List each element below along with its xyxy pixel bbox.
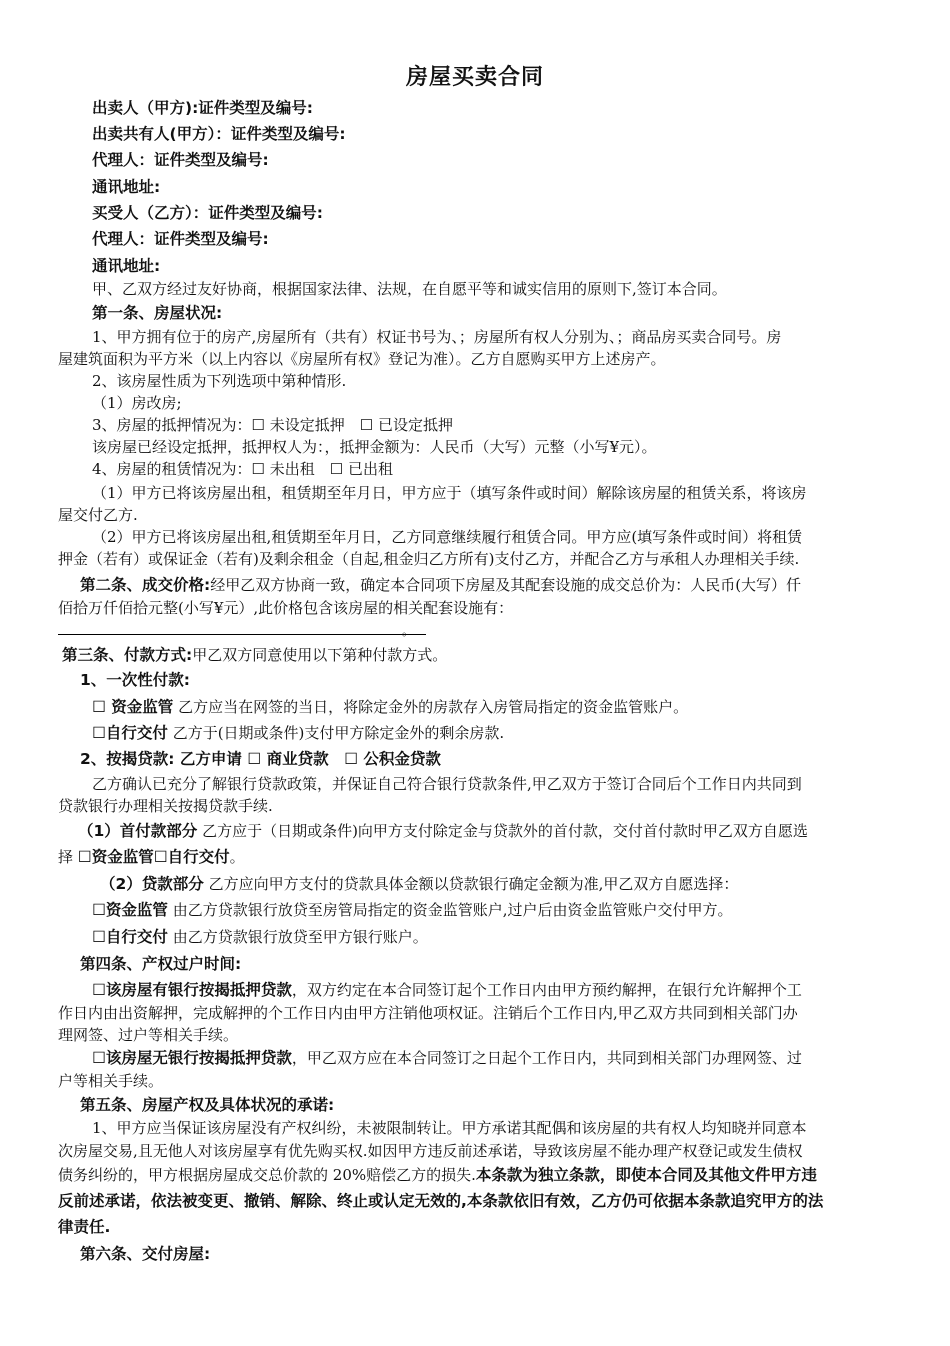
co-owner-line: 出卖共有人(甲方）：证件类型及编号: xyxy=(92,125,346,143)
article-1-p3-detail: 该房屋已经设定抵押，抵押权人为：，抵押金额为：人民币（大写）元整（小写¥元）。 xyxy=(92,438,657,456)
document-title: 房屋买卖合同 xyxy=(405,64,544,90)
seller-address-line: 通讯地址: xyxy=(92,178,161,196)
article-1-p1-line1: 1、甲方拥有位于的房产,房屋所有（共有）权证书号为、；房屋所有权人分别为、；商品房买卖合同号。房 xyxy=(92,328,782,346)
article-1-p4-2-line1: （2）甲方已将该房屋出租,租赁期至年月日，乙方同意继续履行租赁合同。甲方应(填写条件或时间）将租赁 xyxy=(92,528,803,546)
article-2-end-mark: 。 xyxy=(402,624,415,638)
article-3-line xyxy=(62,644,447,666)
buyer-agent-line: 代理人：证件类型及编号: xyxy=(92,230,269,248)
article-5-line4: 反前述承诺，依法被变更、撤销、解除、终止或认定无效的,本条款依旧有效，乙方仍可依据本条款追究甲方的法 xyxy=(58,1192,824,1210)
lump-sum-self-label: ☐自行交付 xyxy=(92,724,168,742)
article-1-p4-1-line1: （1）甲方已将该房屋出租，租赁期至年月日，甲方应于（填写条件或时间）解除该房屋的租赁关系，将该房 xyxy=(92,484,807,502)
down-payment-options: ☐资金监管☐自行交付 xyxy=(77,848,230,866)
loan-part-line xyxy=(100,873,738,895)
article-5-line2: 次房屋交易,且无他人对该房屋享有优先购买权.如因甲方违反前述承诺，导致该房屋不能办理产权登记或发生债权 xyxy=(58,1142,803,1160)
article-1-p1-line2: 屋建筑面积为平方米（以上内容以《房屋所有权》登记为准）。乙方自愿购买甲方上述房产。 xyxy=(58,350,666,368)
article-5-line3 xyxy=(58,1164,817,1186)
lump-sum-escrow-text: 乙方应当在网签的当日，将除定金外的房款存入房管局指定的资金监管账户。 xyxy=(178,698,689,716)
mortgage-line2: 贷款银行办理相关按揭贷款手续. xyxy=(58,797,273,815)
seller-line: 出卖人（甲方):证件类型及编号: xyxy=(92,99,313,117)
down-payment-end: 。 xyxy=(229,848,245,866)
lump-sum-heading: 1、一次性付款: xyxy=(80,671,190,689)
buyer-address-line: 通讯地址: xyxy=(92,257,161,275)
loan-self-label: ☐自行交付 xyxy=(92,928,168,946)
article-4-a-text: ，双方约定在本合同签订起个工作日内由甲方预约解押，在银行允许解押个工 xyxy=(291,981,802,999)
lump-sum-self-text: 乙方于(日期或条件)支付甲方除定金外的剩余房款. xyxy=(172,724,505,742)
article-5-heading: 第五条、房屋产权及具体状况的承诺: xyxy=(80,1096,335,1114)
down-payment-choose: 择 xyxy=(58,848,74,866)
lump-sum-escrow-label: ☐ 资金监管 xyxy=(92,698,174,716)
article-1-p4: 4、房屋的租赁情况为：☐ 未出租 ☐ 已出租 xyxy=(92,460,393,478)
article-4-b-text: ，甲乙双方应在本合同签订之日起个工作日内，共同到相关部门办理网签、过 xyxy=(291,1049,802,1067)
article-1-p4-2-line2: 押金（若有）或保证金（若有)及剩余租金（自起,租金归乙方所有)支付乙方，并配合乙方与承租人办理相关手续. xyxy=(58,550,800,568)
down-payment-label: （1）首付款部分 xyxy=(78,822,198,840)
article-5-line5: 律责任. xyxy=(58,1218,111,1236)
intro-paragraph: 甲、乙双方经过友好协商，根据国家法律、法规，在自愿平等和诚实信用的原则下,签订本合同。 xyxy=(92,280,727,298)
loan-option-self xyxy=(92,926,428,948)
article-2-text: 经甲乙双方协商一致，确定本合同项下房屋及其配套设施的成交总价为：人民币(大写）仟 xyxy=(210,576,802,594)
article-4-b-line1 xyxy=(92,1047,802,1069)
article-3-intro: 甲乙双方同意使用以下第种付款方式。 xyxy=(192,646,448,664)
loan-part-label: （2）贷款部分 xyxy=(100,875,204,893)
mortgage-line1: 乙方确认已充分了解银行贷款政策，并保证自己符合银行贷款条件,甲乙双方于签订合同后个工作日内共同到 xyxy=(92,775,802,793)
article-1-p2: 2、该房屋性质为下列选项中第种情形. xyxy=(92,372,347,390)
article-1-heading: 第一条、房屋状况: xyxy=(92,304,223,322)
loan-option-escrow xyxy=(92,899,732,921)
article-3-heading: 第三条、付款方式: xyxy=(62,646,193,664)
loan-escrow-text: 由乙方贷款银行放贷至房管局指定的资金监管账户,过户后由资金监管账户交付甲方。 xyxy=(172,901,733,919)
article-4-a-line2: 作日内由出资解押，完成解押的个工作日内由甲方注销他项权证。注销后个工作日内,甲乙双方共同到相关部门办 xyxy=(58,1004,798,1022)
article-4-b-line2: 户等相关手续。 xyxy=(58,1072,164,1090)
article-4-a-label: ☐该房屋有银行按揭抵押贷款 xyxy=(92,981,292,999)
article-5-line1: 1、甲方应当保证该房屋没有产权纠纷，未被限制转让。甲方承诺其配偶和该房屋的共有权人均知晓并同意本 xyxy=(92,1119,807,1137)
article-4-heading: 第四条、产权过户时间: xyxy=(80,955,242,973)
article-5-line3-bold: 本条款为独立条款，即使本合同及其他文件甲方违 xyxy=(475,1166,817,1184)
down-payment-line1 xyxy=(78,820,808,842)
lump-sum-option-escrow xyxy=(92,696,688,718)
article-4-b-label: ☐该房屋无银行按揭抵押贷款 xyxy=(92,1049,292,1067)
buyer-line: 买受人（乙方）：证件类型及编号: xyxy=(92,204,323,222)
article-2-line2: 佰拾万仟佰拾元整(小写¥元）,此价格包含该房屋的相关配套设施有： xyxy=(58,599,514,617)
lump-sum-option-self xyxy=(92,722,504,744)
loan-self-text: 由乙方贷款银行放贷至甲方银行账户。 xyxy=(172,928,428,946)
article-4-a-line3: 理网签、过户等相关手续。 xyxy=(58,1026,239,1044)
mortgage-heading: 2、按揭贷款: 乙方申请 ☐ 商业贷款 ☐ 公积金贷款 xyxy=(80,750,441,768)
article-1-p3: 3、房屋的抵押情况为：☐ 未设定抵押 ☐ 已设定抵押 xyxy=(92,416,453,434)
article-1-p2-option: （1）房改房; xyxy=(92,394,182,412)
article-6-heading: 第六条、交付房屋: xyxy=(80,1245,211,1263)
blank-fill-line xyxy=(58,634,426,635)
article-1-p4-1-line2: 屋交付乙方. xyxy=(58,506,138,524)
seller-agent-line: 代理人：证件类型及编号: xyxy=(92,151,269,169)
down-payment-line2 xyxy=(58,846,245,868)
down-payment-text: 乙方应于（日期或条件)向甲方支付除定金与贷款外的首付款，交付首付款时甲乙双方自愿选 xyxy=(202,822,808,840)
article-2-heading: 第二条、成交价格: xyxy=(80,576,211,594)
article-4-a-line1 xyxy=(92,979,802,1001)
article-2-line1 xyxy=(80,574,801,596)
loan-part-text: 乙方应向甲方支付的贷款具体金额以贷款银行确定金额为准,甲乙双方自愿选择： xyxy=(208,875,739,893)
article-5-line3-normal: 债务纠纷的，甲方根据房屋成交总价款的 20%赔偿乙方的损失. xyxy=(58,1166,476,1184)
loan-escrow-label: ☐资金监管 xyxy=(92,901,168,919)
